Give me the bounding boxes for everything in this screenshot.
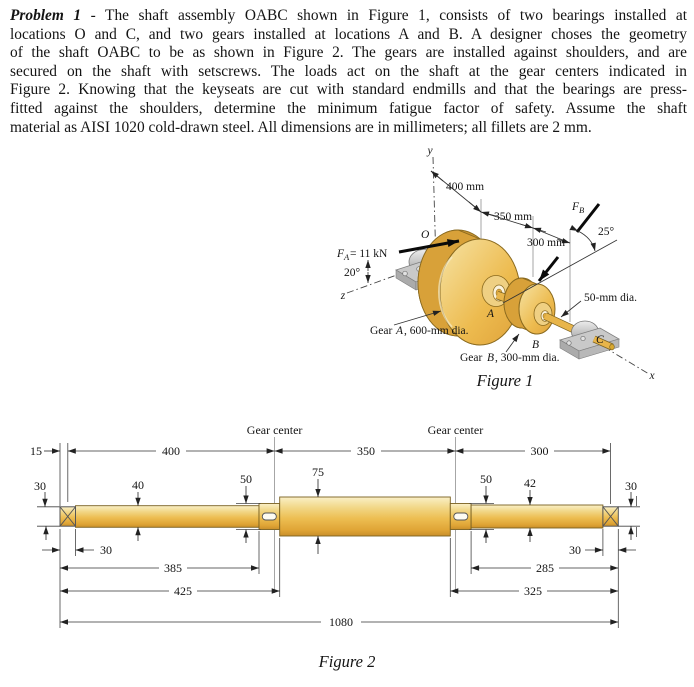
dia-75: 75 (312, 465, 324, 479)
force-fb-symbol: F (572, 201, 580, 213)
shaft-dia-leader-line (561, 301, 581, 317)
dim-285: 285 (536, 561, 554, 575)
dim-325: 325 (524, 584, 542, 598)
problem-line-2: locations O and C, and two gears installed at locations A and B. A designer choses the geometry (10, 25, 687, 43)
dim-385: 385 (164, 561, 182, 575)
shaft-dia-label: 50-mm dia. (584, 292, 638, 304)
dim-300: 300 (530, 444, 549, 458)
point-b-label: B (532, 339, 540, 351)
dim-300mm-label: 300 mm (527, 237, 566, 249)
figure2-drawing (30, 423, 640, 671)
keyseat-left (262, 513, 276, 520)
dia-30-left: 30 (34, 479, 46, 493)
gear-a-label-suffix: , 600-mm dia. (404, 325, 469, 337)
x-axis-line (604, 347, 649, 374)
gear-a-label: Gear (370, 325, 393, 337)
gear-a-label-letter: A (396, 325, 404, 337)
dia-50-left: 50 (240, 472, 252, 486)
bearing-symbol-left (60, 507, 76, 526)
figure1-drawing (336, 145, 655, 390)
dia-42: 42 (524, 476, 536, 490)
dim-400mm-label: 400 mm (446, 181, 485, 193)
bearing-symbol-right (603, 507, 618, 526)
force-fa-value: = 11 kN (350, 248, 388, 260)
dim-400: 400 (162, 444, 180, 458)
x-axis-label: x (649, 370, 655, 382)
shaft-section-75 (280, 497, 451, 536)
dia-50-right: 50 (480, 472, 492, 486)
dim-1080: 1080 (329, 615, 353, 629)
angle-25-arc (578, 231, 595, 251)
z-axis-label: z (340, 290, 346, 302)
problem-line-3: of the shaft OABC to be as shown in Figure 2. The gears are installed against shoulders, and are (10, 44, 687, 62)
figure2-caption: Figure 2 (318, 652, 376, 671)
problem-line-7: material as AISI 1020 cold-drawn steel. All dimensions are in millimeters; all fillets are 2 mm. (10, 118, 592, 136)
dim-15: 15 (30, 444, 42, 458)
shaft-section-40 (76, 506, 260, 528)
point-o-label: O (421, 229, 430, 241)
dim-30-bottom-left: 30 (100, 543, 112, 557)
bolt-icon (567, 341, 571, 345)
shaft-profile (76, 497, 603, 536)
force-fa-symbol: F (337, 248, 345, 260)
figure1-caption: Figure 1 (476, 371, 534, 390)
gear-b-label-suffix: , 300-mm dia. (495, 352, 560, 364)
gear-center-label-b: Gear center (427, 423, 484, 437)
problem-line-1-text: - The shaft assembly OABC shown in Figure 1, consists of two bearings installed at (81, 7, 688, 24)
top-dimensions (44, 443, 610, 506)
gear-b-label-letter: B (487, 352, 495, 364)
dim-350mm-label: 350 mm (494, 211, 533, 223)
bottom-dimensions (42, 529, 636, 628)
dia-30-right: 30 (625, 479, 637, 493)
dim-350: 350 (357, 444, 375, 458)
problem-line-6: fitted against the shoulders, determine the minimum fatigue factor of safety. Assume the shaft (10, 99, 687, 117)
angle-25-label: 25° (598, 226, 615, 238)
problem-line-4: secured on the shaft with setscrews. The loads act on the shaft at the gear centers indicated in (10, 62, 687, 80)
dia-40: 40 (132, 478, 144, 492)
point-a-label: A (487, 308, 495, 320)
dim-425: 425 (174, 584, 192, 598)
keyseat-right (454, 513, 468, 520)
force-fa-subscript: A (344, 252, 350, 262)
bolt-icon (581, 336, 585, 340)
problem-line-5: Figure 2. Knowing that the keyseats are cut with standard endmills and that the bearings are press- (10, 81, 687, 99)
shaft-section-42 (471, 505, 603, 528)
y-axis-label: y (427, 145, 433, 157)
point-c-label: C (596, 334, 604, 346)
bolt-icon (403, 271, 408, 276)
gear-center-label-a: Gear center (246, 423, 303, 437)
dim-30-bottom-right: 30 (569, 543, 581, 557)
gear-b (504, 278, 555, 334)
problem-label: Problem 1 (10, 7, 82, 24)
angle-20-label: 20° (343, 267, 361, 279)
force-fb-subscript: B (579, 205, 585, 215)
gear-b-leader-line (506, 334, 519, 352)
gear-b-label: Gear (460, 352, 483, 364)
